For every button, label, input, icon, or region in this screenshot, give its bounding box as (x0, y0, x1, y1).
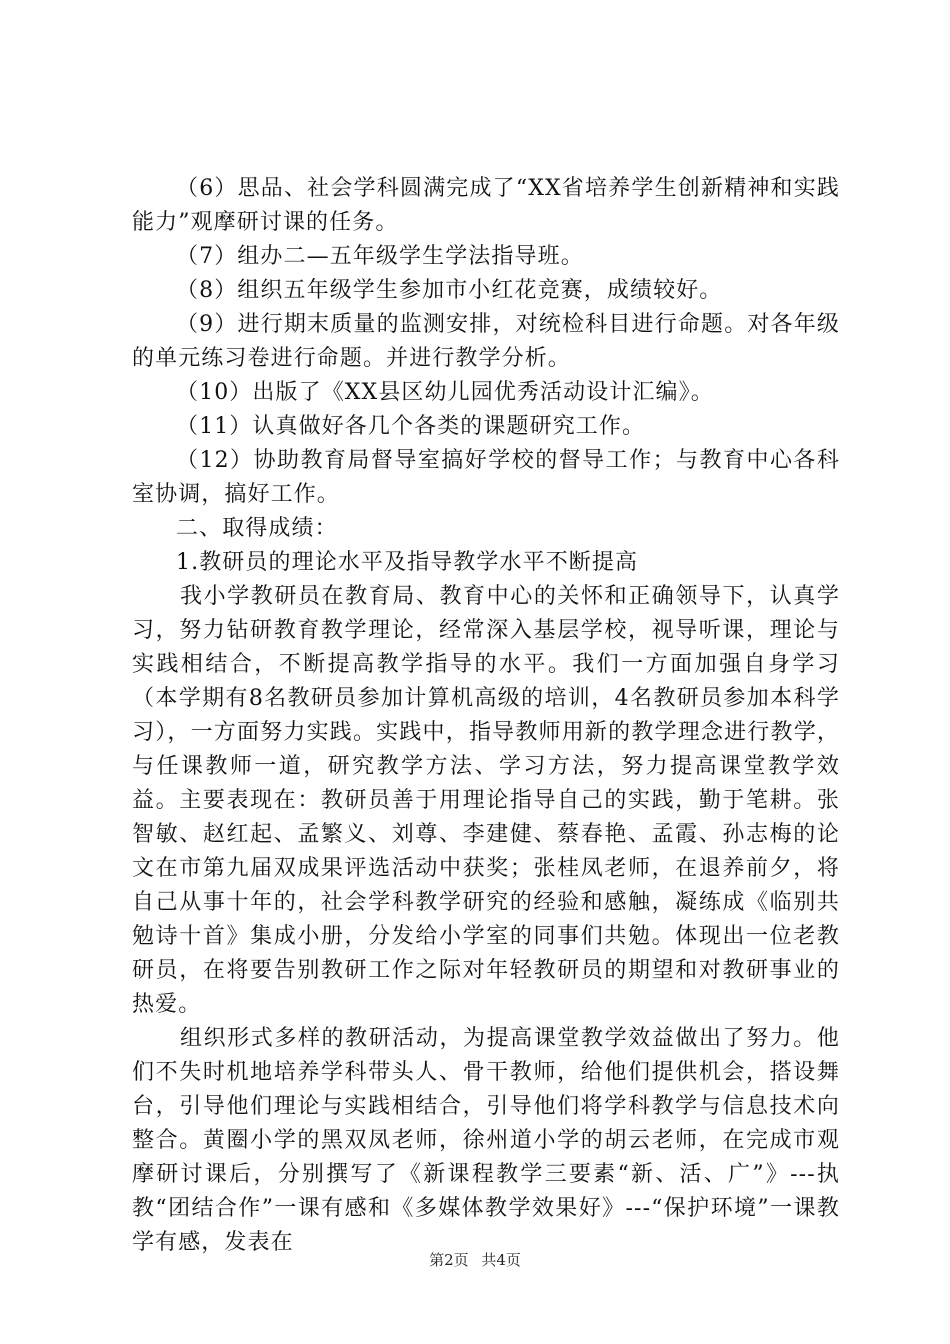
page-total: 共4页 (481, 1251, 521, 1269)
section-heading: 二、取得成绩： (176, 516, 338, 541)
body-paragraph: 我小学教研员在教育局、教育中心的关怀和正确领导下，认真学习，努力钻研教育教学理论，经常深入基层学校，视导听课，理论与实践相结合，不断提高教学指导的水平。我们一方面加强自身学习（本学期有8名教研员参加计算机高级的培训，4名教研员参加本科学习），一方面努力实践。实践中，指导教师用新的教学理念进行教学，与任课教师一道，研究教学方法、学习方法，努力提高课堂教学效益。主要表现在：教研员善于用理论指导自己的实践，勤于笔耕。张智敏、赵红起、孟繁义、刘尊、李建健、蔡春艳、孟霞、孙志梅的论文在市第九届双成果评选活动中获奖；张桂凤老师，在退养前夕，将自己从事十年的，社会学科教学研究的经验和感触，凝练成《临别共勉诗十首》集成小册，分发给小学室的同事们共勉。体现出一位老教研员，在将要告别教研工作之际对年轻教研员的期望和对教研事业的热爱。 (132, 584, 840, 1017)
list-item: （6）思品、社会学科圆满完成了“XX省培养学生创新精神和实践能力”观摩研讨课的任务。 (132, 176, 840, 235)
subsection-heading: 1.教研员的理论水平及指导教学水平不断提高 (176, 550, 639, 575)
list-item: （11）认真做好各几个各类的课题研究工作。 (176, 414, 646, 439)
list-item: （7）组办二—五年级学生学法指导班。 (176, 244, 584, 269)
list-item: （9）进行期末质量的监测安排，对统检科目进行命题。对各年级的单元练习卷进行命题。并进行教学分析。 (132, 312, 840, 371)
page-number: 第2页 (429, 1251, 469, 1269)
list-item: （10）出版了《XX县区幼儿园优秀活动设计汇编》。 (176, 380, 714, 405)
list-item: （8）组织五年级学生参加市小红花竞赛，成绩较好。 (176, 278, 723, 303)
document-body (132, 172, 840, 1260)
list-item: （12）协助教育局督导室搞好学校的督导工作；与教育中心各科室协调，搞好工作。 (132, 448, 840, 507)
page-footer (0, 1249, 950, 1270)
body-paragraph: 组织形式多样的教研活动，为提高课堂教学效益做出了努力。他们不失时机地培养学科带头人、骨干教师，给他们提供机会，搭设舞台，引导他们理论与实践相结合，引导他们将学科教学与信息技术向整合。黄圈小学的黑双凤老师，徐州道小学的胡云老师，在完成市观摩研讨课后，分别撰写了《新课程教学三要素“新、活、广”》---执教“团结合作”一课有感和《多媒体教学效果好》---“保护环境”一课教学有感，发表在 (132, 1026, 840, 1255)
